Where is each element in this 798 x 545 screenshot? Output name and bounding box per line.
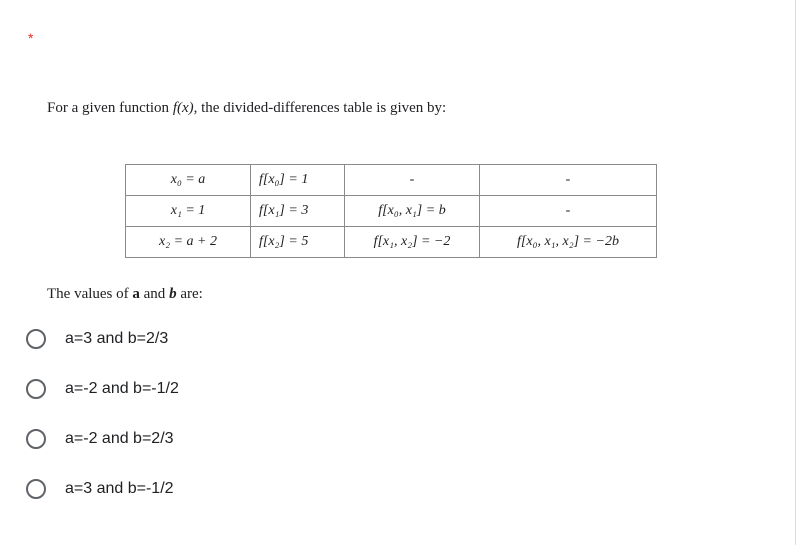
table-cell: x₀ = a — [126, 165, 251, 196]
option-label: a=3 and b=2/3 — [65, 330, 169, 347]
divided-differences-table — [125, 164, 657, 258]
radio-button[interactable] — [26, 479, 46, 499]
table-row — [126, 196, 657, 227]
table-cell: f[x₀, x₁, x₂] = −2b — [480, 227, 657, 258]
table-cell: - — [480, 165, 657, 196]
variable-b: b — [169, 286, 177, 302]
table-row — [126, 165, 657, 196]
sub-prompt — [47, 286, 203, 303]
sub-prompt-prefix: The values of — [47, 286, 133, 302]
option-label: a=3 and b=-1/2 — [65, 480, 174, 497]
table-cell: f[x₀] = 1 — [251, 165, 345, 196]
table-row — [126, 227, 657, 258]
table-cell: f[x₁, x₂] = −2 — [345, 227, 480, 258]
option-1[interactable] — [26, 326, 168, 352]
question-function: f(x) — [172, 100, 194, 116]
question-prefix: For a given function — [47, 100, 173, 116]
radio-button[interactable] — [26, 379, 46, 399]
radio-button[interactable] — [26, 329, 46, 349]
sub-prompt-suffix: are: — [176, 286, 203, 302]
table-cell: f[x₀, x₁] = b — [345, 196, 480, 227]
option-2[interactable] — [26, 376, 179, 402]
variable-a: a — [132, 286, 140, 302]
sub-prompt-and: and — [139, 286, 170, 302]
question-text — [47, 100, 446, 117]
option-label: a=-2 and b=-1/2 — [65, 380, 179, 397]
table-cell: x₁ = 1 — [126, 196, 251, 227]
option-label: a=-2 and b=2/3 — [65, 430, 174, 447]
question-suffix: , the divided-differences table is given by: — [193, 100, 447, 116]
radio-button[interactable] — [26, 429, 46, 449]
option-3[interactable] — [26, 426, 174, 452]
table-cell: x₂ = a + 2 — [126, 227, 251, 258]
table-cell: - — [345, 165, 480, 196]
required-marker: * — [28, 30, 34, 46]
table-cell: - — [480, 196, 657, 227]
table-cell: f[x₁] = 3 — [251, 196, 345, 227]
table-cell: f[x₂] = 5 — [251, 227, 345, 258]
option-4[interactable] — [26, 476, 174, 502]
